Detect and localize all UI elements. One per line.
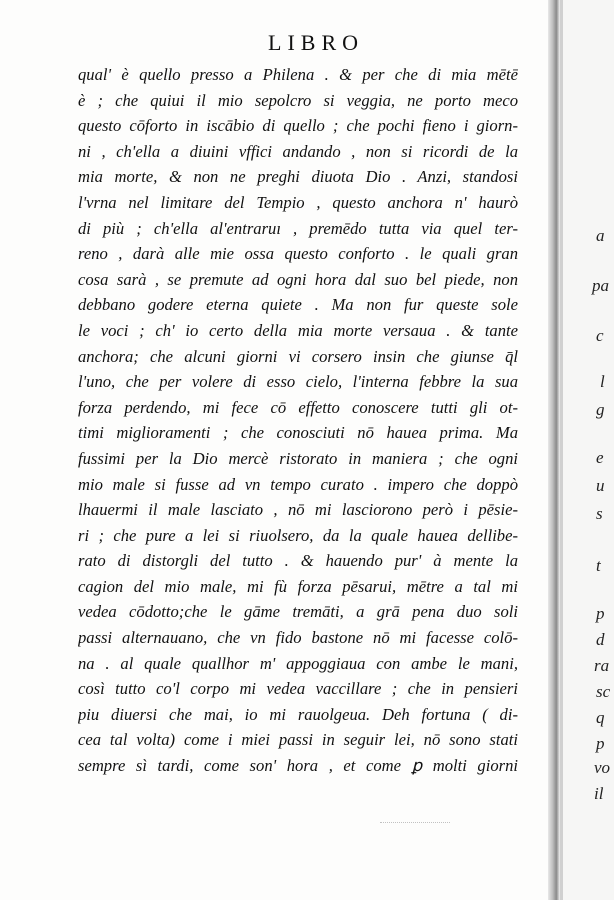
text-line: rato di distorgli del tutto . & hauendo pur' à mente la xyxy=(78,551,518,571)
text-line: cea tal volta) come i miei passi in seguir lei, nō sono stati xyxy=(78,730,518,750)
body-text xyxy=(78,62,518,779)
text-line: reno , darà alle mie ossa questo conforto . le quali gran xyxy=(78,244,518,264)
text-line: fussimi per la Dio mercè ristorato in maniera ; che ogni xyxy=(78,448,518,468)
text-line: forza perdendo, mi fece cō effetto conoscere tutti gli ot- xyxy=(78,397,518,417)
right-page-fragment: p xyxy=(596,604,605,623)
text-line: anchora; che alcuni giorni vi corsero insin che giunse q̄l xyxy=(78,346,518,366)
right-page-fragment: c xyxy=(596,326,604,345)
text-line: na . al quale quallhor m' appoggiaua con ambe le mani, xyxy=(78,653,518,673)
right-page-fragment: sc xyxy=(596,682,611,701)
text-line: questo cōforto in iscābio di quello ; che pochi fieno i giorn- xyxy=(78,116,518,136)
text-line: piu diuersi che mai, io mi rauolgeua. Deh fortuna ( di- xyxy=(78,704,518,724)
text-line: lhauermi il male lasciato , nō mi lasciorono però i pēsie- xyxy=(78,500,518,520)
right-page-fragment: ra xyxy=(594,656,610,675)
text-line: cosa sarà , se premute ad ogni hora dal suo bel piede, non xyxy=(78,269,518,289)
text-line: l'vrna nel limitare del Tempio , questo anchora n' haurò xyxy=(78,192,518,212)
text-line: è ; che quiui il mio sepolcro si veggia, ne porto meco xyxy=(78,90,518,110)
book-gutter xyxy=(548,0,560,900)
text-line: l'uno, che per volere di esso cielo, l'interna febbre la sua xyxy=(78,372,518,392)
right-page-fragment: s xyxy=(596,504,603,523)
right-page-fragment: g xyxy=(596,400,605,419)
text-line: timi miglioramenti ; che conosciuti nō hauea prima. Ma xyxy=(78,423,518,443)
right-page-fragment: u xyxy=(596,476,605,495)
right-page-fragment: l xyxy=(600,372,605,391)
page-edge-shadow xyxy=(560,0,563,900)
running-header xyxy=(0,30,614,56)
text-line: vedea cōdotto;che le gāme tremāti, a grā pena duo soli xyxy=(78,602,518,622)
text-line: ri ; che pure a lei si riuolsero, da la quale hauea dellibe- xyxy=(78,525,518,545)
ink-smudge xyxy=(380,822,450,829)
text-line: qual' è quello presso a Philena . & per che di mia mētē xyxy=(78,65,518,84)
right-page-fragment: e xyxy=(596,448,604,467)
right-page-fragment: p xyxy=(596,734,605,753)
right-page-fragment: pa xyxy=(592,276,609,295)
right-page-fragment: q xyxy=(596,708,605,727)
text-line: debbano godere eterna quiete . Ma non fur queste sole xyxy=(78,295,518,315)
text-line: le voci ; ch' io certo della mia morte versaua . & tante xyxy=(78,320,518,340)
right-page-fragment: vo xyxy=(594,758,611,777)
text-line: cagion del mio male, mi fù forza pēsarui, mētre a tal mi xyxy=(78,576,518,596)
right-page-edge xyxy=(560,0,614,900)
right-page-fragment: il xyxy=(594,784,604,803)
text-line: mio male si fusse ad vn tempo curato . impero che doppò xyxy=(78,474,518,494)
right-page-fragment: d xyxy=(596,630,605,649)
text-line: mia morte, & non ne preghi diuota Dio . Anzi, standosi xyxy=(78,167,518,187)
right-page-fragment: t xyxy=(596,556,601,575)
page-header-title: LIBRO xyxy=(268,30,364,55)
text-line: ni , ch'ella a diuini vffici andando , non si ricordi de la xyxy=(78,141,518,161)
text-line: sempre sì tardi, come son' hora , et come ꝑ molti giorni xyxy=(78,756,518,776)
text-line: passi alternauano, che vn fido bastone nō mi facesse colō- xyxy=(78,628,518,648)
right-page-fragment: a xyxy=(596,226,605,245)
text-line: così tutto co'l corpo mi vedea vaccillare ; che in pensieri xyxy=(78,679,518,699)
text-line: di più ; ch'ella al'entraruı , premēdo tutta via quel ter- xyxy=(78,218,518,238)
